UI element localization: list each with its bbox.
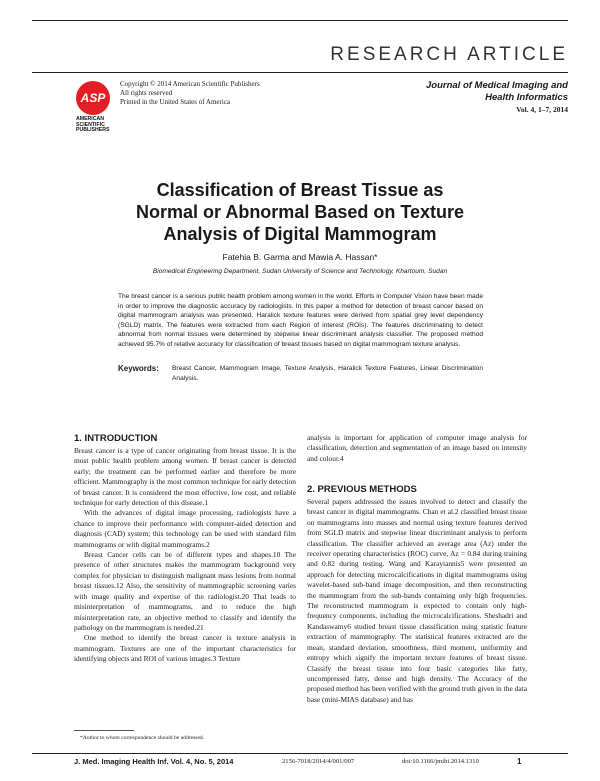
title-line: Normal or Abnormal Based on Texture: [135, 202, 465, 222]
paragraph: One method to identify the breast cancer is texture analysis in mammogram. Textures are one of the important characteristics for identifying objects and ROI of various images.3 Texture: [74, 633, 296, 664]
publisher-logo: [76, 81, 116, 134]
logo-line: AMERICAN: [76, 116, 104, 122]
previous-methods-heading: 2. PREVIOUS METHODS: [307, 484, 417, 495]
journal-volume: Vol. 4, 1–7, 2014: [516, 105, 568, 114]
introduction-heading: 1. INTRODUCTION: [74, 433, 158, 444]
asp-logo-mark: ASP: [76, 81, 110, 115]
copyright-block: [120, 80, 260, 106]
title-line: Analysis of Digital Mammogram: [163, 224, 437, 244]
abstract: The breast cancer is a serious public health problem among women in the world. Efforts in Computer Vision have been made in order to improve the diagnostic accuracy by radiologists. In this paper a method for detection of breast cancer based on digital mammogram analysis was presented. Haralick texture features were derived from spatial grey level dependency (SGLD) matrix. The features were extracted from each Region of interest (ROIs). The features discriminating to detect abnormal from normal tissues were determined by stepwise linear discriminant analysis classifier. The proposed method achieved 95.7% of relative accuracy for classification of breast tissues based on digital mammogram texture analysis.: [118, 293, 483, 348]
journal-name: [426, 80, 568, 104]
footer-rule: [32, 753, 568, 754]
previous-methods-body: [307, 497, 527, 705]
printed-line: Printed in the United States of America: [120, 97, 231, 106]
paragraph: Several papers addressed the issues involved to detect and classify the breast cancer in digital mammograms. Chan et al.2 classified breast tissue on mammograms into masses and normal using texture features derived from SGLD matrix and stepwise linear discriminant analysis to perform classification. The classifier achieved an average area (Az) under the receiver operating characteristics (ROC) curve, Az = 0.84 during training and 0.82 during testing. Wang and Karayiannis5 were presented an approach for detecting microcalcifications in digital mammograms using wavelet-based sub-band image decomposition, and then reconstructing the mammogram from the sub-bands containing only high frequencies. The reconstructed mammogram is expected to contain only high-frequency components, including the microcalcifications. Sheshadri and Kandaswamy6 studied breast tissue classification using statistic feature extraction of mammography. The statistical features extracted are the mean, standard deviation, smoothness, third moment, uniformity and entropy which signify the important texture features of breast tissue. Classify the breast tissue into four basic categories like fatty, uncompressed fatty, dense and high density. The Accuracy of the proposed method has been verified with the ground truth given in the data base (mini-MIAS database) and has: [307, 497, 527, 704]
keywords-label: Keywords:: [118, 364, 159, 373]
title-line: Classification of Breast Tissue as: [156, 180, 444, 200]
page-number: 1: [517, 757, 522, 766]
logo-line: SCIENTIFIC: [76, 121, 105, 128]
authors: Fatehia B. Garma and Mawia A. Hassan*: [222, 252, 378, 262]
introduction-continued: [307, 433, 527, 464]
keywords: Breast Cancer, Mammogram Image, Texture Analysis, Haralick Texture Features, Linear Discrimination Analysis.: [172, 365, 483, 382]
logo-line: PUBLISHERS: [76, 127, 110, 134]
issn: 2156-7018/2014/4/001/007: [282, 758, 355, 765]
article-type-banner: RESEARCH ARTICLE: [330, 44, 568, 65]
affiliation: Biomedical Engineering Department, Sudan University of Science and Technology, Khartoum, Sudan: [152, 268, 448, 275]
header-rule: [32, 72, 568, 73]
introduction-body: [74, 446, 296, 665]
footnote-rule: [74, 730, 134, 731]
paragraph: With the advances of digital image processing, radiologists have a chance to improve their performance with computer-aided detection and diagnosis (CAD) system; this technology can be used with standard film mammograms or with digital mammograms.2: [74, 508, 296, 549]
journal-name-line: Health Informatics: [485, 92, 568, 103]
paragraph: Breast cancer is a type of cancer originating from breast tissue. It is the most public health problem among women. If breast cancer is detected early; the treatment can be performed earlier and therefore be more efficient. Mammography is the most common technique for early detection of breast cancer. It is considered the most effective, low cost, and reliable technique for early detection of this disease.1: [74, 446, 296, 508]
journal-info: [426, 80, 568, 114]
journal-reference: J. Med. Imaging Health Inf. Vol. 4, No. 5, 2014: [74, 757, 234, 766]
paragraph: Breast Cancer cells can be of different types and shapes.10 The presence of other structures makes the mammogram background very complex for physician to distinguish malignant mass lesions from normal breast tissues.12 Also, the sensitivity of mammographic screening varies with image quality and expertise of the radiologist.20 That leads to misinterpretation of mammograms, and to reduce the high misinterpretation rate, an objective method to classify and identify the pathology on the mammogram is needed.21: [74, 550, 296, 632]
top-rule: [32, 20, 568, 21]
article-title: [0, 179, 600, 245]
paragraph: analysis is important for application of computer image analysis for classification, detection and segmentation of an image based on intensity and colour.4: [307, 433, 527, 463]
copyright-line: Copyright © 2014 American Scientific Publishers: [120, 80, 260, 88]
rights-line: All rights reserved: [120, 88, 173, 97]
journal-name-line: Journal of Medical Imaging and: [426, 80, 568, 91]
footnote: *Author to whom correspondence should be addressed.: [80, 735, 205, 741]
publisher-logo-text: [76, 117, 116, 134]
doi: doi:10.1166/jmihi.2014.1310: [402, 758, 479, 765]
